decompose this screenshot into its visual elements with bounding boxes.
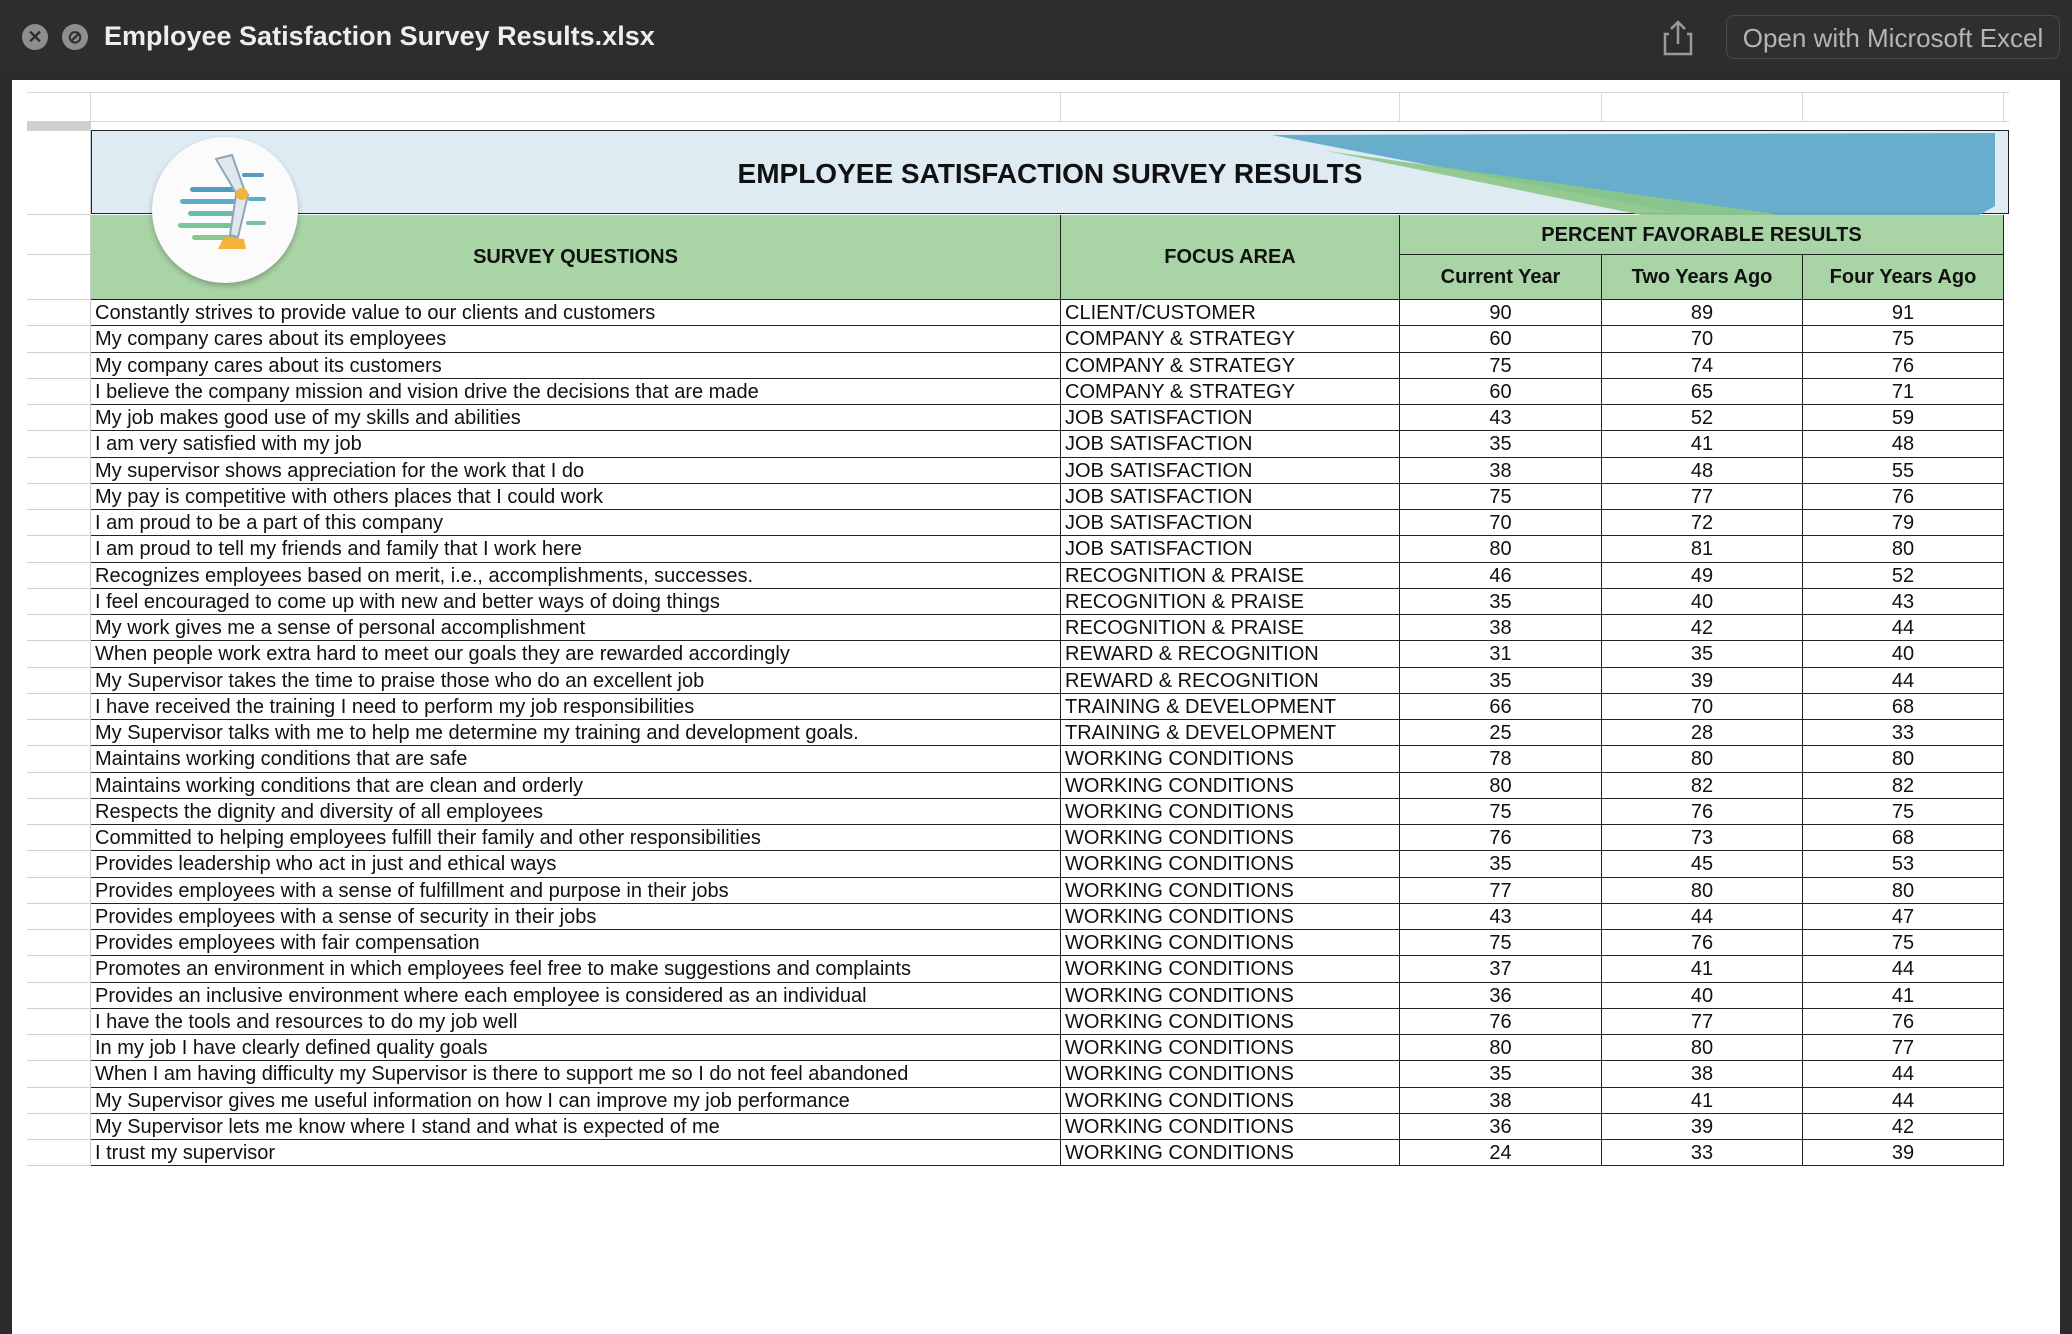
focus-area-cell[interactable]: REWARD & RECOGNITION	[1061, 641, 1400, 667]
survey-question-cell[interactable]: I have the tools and resources to do my job well	[91, 1009, 1061, 1035]
current-year-cell[interactable]: 38	[1400, 458, 1602, 484]
header-four-years-ago: Four Years Ago	[1803, 255, 2004, 300]
survey-question-cell[interactable]: My Supervisor lets me know where I stand and what is expected of me	[91, 1114, 1061, 1140]
two-years-ago-cell[interactable]: 77	[1602, 1009, 1803, 1035]
focus-area-cell[interactable]: JOB SATISFACTION	[1061, 458, 1400, 484]
survey-question-cell[interactable]: I believe the company mission and vision drive the decisions that are made	[91, 379, 1061, 405]
row-header	[27, 536, 91, 562]
two-years-ago-cell[interactable]: 72	[1602, 510, 1803, 536]
focus-area-cell[interactable]: WORKING CONDITIONS	[1061, 1088, 1400, 1114]
two-years-ago-cell[interactable]: 41	[1602, 1088, 1803, 1114]
two-years-ago-cell[interactable]: 80	[1602, 1035, 1803, 1061]
survey-question-cell[interactable]: When I am having difficulty my Supervisor is there to support me so I do not feel abandoned	[91, 1061, 1061, 1087]
row-header	[27, 1088, 91, 1114]
focus-area-cell[interactable]: JOB SATISFACTION	[1061, 405, 1400, 431]
row-header	[27, 1035, 91, 1061]
four-years-ago-cell[interactable]: 55	[1803, 458, 2004, 484]
focus-area-cell[interactable]: JOB SATISFACTION	[1061, 484, 1400, 510]
current-year-cell[interactable]: 38	[1400, 615, 1602, 641]
survey-question-cell[interactable]: I have received the training I need to perform my job responsibilities	[91, 694, 1061, 720]
current-year-cell[interactable]: 43	[1400, 405, 1602, 431]
row-header	[27, 353, 91, 379]
row-header	[27, 1009, 91, 1035]
survey-question-cell[interactable]: In my job I have clearly defined quality goals	[91, 1035, 1061, 1061]
four-years-ago-cell[interactable]: 76	[1803, 353, 2004, 379]
two-years-ago-cell[interactable]: 44	[1602, 904, 1803, 930]
survey-question-cell[interactable]: I trust my supervisor	[91, 1140, 1061, 1166]
four-years-ago-cell[interactable]: 75	[1803, 326, 2004, 352]
two-years-ago-cell[interactable]: 40	[1602, 589, 1803, 615]
four-years-ago-cell[interactable]: 71	[1803, 379, 2004, 405]
focus-area-cell[interactable]: CLIENT/CUSTOMER	[1061, 300, 1400, 326]
survey-question-cell[interactable]: I am proud to tell my friends and family that I work here	[91, 536, 1061, 562]
close-icon[interactable]: ✕	[22, 24, 48, 50]
survey-question-cell[interactable]: My pay is competitive with others places that I could work	[91, 484, 1061, 510]
two-years-ago-cell[interactable]: 39	[1602, 1114, 1803, 1140]
four-years-ago-cell[interactable]: 53	[1803, 851, 2004, 877]
current-year-cell[interactable]: 46	[1400, 563, 1602, 589]
two-years-ago-cell[interactable]: 89	[1602, 300, 1803, 326]
survey-question-cell[interactable]: Provides leadership who act in just and ethical ways	[91, 851, 1061, 877]
row-header	[27, 431, 91, 457]
two-years-ago-cell[interactable]: 80	[1602, 878, 1803, 904]
current-year-cell[interactable]: 60	[1400, 379, 1602, 405]
survey-question-cell[interactable]: My Supervisor takes the time to praise those who do an excellent job	[91, 668, 1061, 694]
survey-question-cell[interactable]: When people work extra hard to meet our goals they are rewarded accordingly	[91, 641, 1061, 667]
survey-question-cell[interactable]: I feel encouraged to come up with new and better ways of doing things	[91, 589, 1061, 615]
focus-area-cell[interactable]: WORKING CONDITIONS	[1061, 825, 1400, 851]
focus-area-cell[interactable]: WORKING CONDITIONS	[1061, 799, 1400, 825]
row-header	[27, 773, 91, 799]
four-years-ago-cell[interactable]: 43	[1803, 589, 2004, 615]
two-years-ago-cell[interactable]: 40	[1602, 983, 1803, 1009]
focus-area-cell[interactable]: WORKING CONDITIONS	[1061, 1009, 1400, 1035]
row-header	[27, 668, 91, 694]
current-year-cell[interactable]: 31	[1400, 641, 1602, 667]
row-header	[27, 484, 91, 510]
focus-area-cell[interactable]: RECOGNITION & PRAISE	[1061, 589, 1400, 615]
survey-question-cell[interactable]: Respects the dignity and diversity of all employees	[91, 799, 1061, 825]
four-years-ago-cell[interactable]: 52	[1803, 563, 2004, 589]
survey-question-cell[interactable]: I am very satisfied with my job	[91, 431, 1061, 457]
two-years-ago-cell[interactable]: 76	[1602, 799, 1803, 825]
current-year-cell[interactable]: 80	[1400, 1035, 1602, 1061]
two-years-ago-cell[interactable]: 82	[1602, 773, 1803, 799]
focus-area-cell[interactable]: TRAINING & DEVELOPMENT	[1061, 720, 1400, 746]
four-years-ago-cell[interactable]: 41	[1803, 983, 2004, 1009]
focus-area-cell[interactable]: WORKING CONDITIONS	[1061, 1140, 1400, 1166]
two-years-ago-cell[interactable]: 70	[1602, 694, 1803, 720]
row-header	[27, 694, 91, 720]
four-years-ago-cell[interactable]: 59	[1803, 405, 2004, 431]
header-current-year: Current Year	[1400, 255, 1602, 300]
current-year-cell[interactable]: 25	[1400, 720, 1602, 746]
share-icon[interactable]	[1660, 18, 1696, 58]
current-year-cell[interactable]: 76	[1400, 1009, 1602, 1035]
survey-question-cell[interactable]: My work gives me a sense of personal accomplishment	[91, 615, 1061, 641]
row-header	[27, 1140, 91, 1166]
focus-area-cell[interactable]: WORKING CONDITIONS	[1061, 851, 1400, 877]
row-header	[27, 956, 91, 982]
four-years-ago-cell[interactable]: 80	[1803, 878, 2004, 904]
survey-question-cell[interactable]: Committed to helping employees fulfill their family and other responsibilities	[91, 825, 1061, 851]
two-years-ago-cell[interactable]: 49	[1602, 563, 1803, 589]
current-year-cell[interactable]: 35	[1400, 589, 1602, 615]
two-years-ago-cell[interactable]: 48	[1602, 458, 1803, 484]
survey-question-cell[interactable]: My company cares about its customers	[91, 353, 1061, 379]
row-header	[27, 1061, 91, 1087]
four-years-ago-cell[interactable]: 68	[1803, 694, 2004, 720]
focus-area-cell[interactable]: COMPANY & STRATEGY	[1061, 353, 1400, 379]
two-years-ago-cell[interactable]: 28	[1602, 720, 1803, 746]
four-years-ago-cell[interactable]: 75	[1803, 799, 2004, 825]
row-header	[27, 641, 91, 667]
row-header	[27, 615, 91, 641]
current-year-cell[interactable]: 35	[1400, 1061, 1602, 1087]
four-years-ago-cell[interactable]: 48	[1803, 431, 2004, 457]
row-header	[27, 326, 91, 352]
two-years-ago-cell[interactable]: 80	[1602, 746, 1803, 772]
survey-question-cell[interactable]: My Supervisor talks with me to help me determine my training and development goals.	[91, 720, 1061, 746]
header-two-years-ago: Two Years Ago	[1602, 255, 1803, 300]
sheet-title: EMPLOYEE SATISFACTION SURVEY RESULTS	[737, 158, 1363, 189]
row-header	[27, 983, 91, 1009]
two-years-ago-cell[interactable]: 45	[1602, 851, 1803, 877]
four-years-ago-cell[interactable]: 79	[1803, 510, 2004, 536]
row-header	[27, 510, 91, 536]
survey-question-cell[interactable]: Provides an inclusive environment where each employee is considered as an individual	[91, 983, 1061, 1009]
current-year-cell[interactable]: 35	[1400, 851, 1602, 877]
row-header	[27, 720, 91, 746]
focus-area-cell[interactable]: WORKING CONDITIONS	[1061, 1035, 1400, 1061]
row-header	[27, 825, 91, 851]
four-years-ago-cell[interactable]: 42	[1803, 1114, 2004, 1140]
four-years-ago-cell[interactable]: 44	[1803, 615, 2004, 641]
two-years-ago-cell[interactable]: 42	[1602, 615, 1803, 641]
current-year-cell[interactable]: 36	[1400, 1114, 1602, 1140]
survey-question-cell[interactable]: My job makes good use of my skills and abilities	[91, 405, 1061, 431]
two-years-ago-cell[interactable]: 41	[1602, 956, 1803, 982]
four-years-ago-cell[interactable]: 80	[1803, 746, 2004, 772]
two-years-ago-cell[interactable]: 41	[1602, 431, 1803, 457]
four-years-ago-cell[interactable]: 91	[1803, 300, 2004, 326]
header-focus-area: FOCUS AREA	[1061, 215, 1400, 300]
two-years-ago-cell[interactable]: 76	[1602, 930, 1803, 956]
focus-area-cell[interactable]: COMPANY & STRATEGY	[1061, 379, 1400, 405]
four-years-ago-cell[interactable]: 44	[1803, 1088, 2004, 1114]
current-year-cell[interactable]: 75	[1400, 799, 1602, 825]
current-year-cell[interactable]: 60	[1400, 326, 1602, 352]
two-years-ago-cell[interactable]: 65	[1602, 379, 1803, 405]
survey-question-cell[interactable]: My supervisor shows appreciation for the work that I do	[91, 458, 1061, 484]
header-percent-favorable: PERCENT FAVORABLE RESULTS	[1400, 215, 2004, 255]
row-header	[27, 904, 91, 930]
current-year-cell[interactable]: 70	[1400, 510, 1602, 536]
focus-area-cell[interactable]: RECOGNITION & PRAISE	[1061, 615, 1400, 641]
survey-question-cell[interactable]: Provides employees with a sense of fulfillment and purpose in their jobs	[91, 878, 1061, 904]
row-header	[27, 799, 91, 825]
column-header-strip	[27, 92, 2009, 122]
spreadsheet-preview	[12, 80, 2060, 1334]
survey-question-cell[interactable]: My company cares about its employees	[91, 326, 1061, 352]
current-year-cell[interactable]: 75	[1400, 930, 1602, 956]
row-header	[27, 930, 91, 956]
current-year-cell[interactable]: 36	[1400, 983, 1602, 1009]
focus-area-cell[interactable]: WORKING CONDITIONS	[1061, 904, 1400, 930]
focus-area-cell[interactable]: WORKING CONDITIONS	[1061, 746, 1400, 772]
two-years-ago-cell[interactable]: 38	[1602, 1061, 1803, 1087]
current-year-cell[interactable]: 75	[1400, 484, 1602, 510]
row-header	[27, 878, 91, 904]
row-header	[27, 851, 91, 877]
focus-area-cell[interactable]: WORKING CONDITIONS	[1061, 956, 1400, 982]
current-year-cell[interactable]: 37	[1400, 956, 1602, 982]
row-header	[27, 589, 91, 615]
row-header	[27, 300, 91, 326]
current-year-cell[interactable]: 24	[1400, 1140, 1602, 1166]
focus-area-cell[interactable]: RECOGNITION & PRAISE	[1061, 563, 1400, 589]
four-years-ago-cell[interactable]: 68	[1803, 825, 2004, 851]
focus-area-cell[interactable]: JOB SATISFACTION	[1061, 510, 1400, 536]
focus-area-cell[interactable]: WORKING CONDITIONS	[1061, 1114, 1400, 1140]
focus-area-cell[interactable]: COMPANY & STRATEGY	[1061, 326, 1400, 352]
focus-area-cell[interactable]: WORKING CONDITIONS	[1061, 773, 1400, 799]
window-title: Employee Satisfaction Survey Results.xlsx	[104, 21, 655, 51]
four-years-ago-cell[interactable]: 75	[1803, 930, 2004, 956]
markup-icon[interactable]: ⊘	[62, 24, 88, 50]
row-header	[27, 405, 91, 431]
current-year-cell[interactable]: 77	[1400, 878, 1602, 904]
two-years-ago-cell[interactable]: 39	[1602, 668, 1803, 694]
survey-question-cell[interactable]: Provides employees with a sense of security in their jobs	[91, 904, 1061, 930]
four-years-ago-cell[interactable]: 44	[1803, 1061, 2004, 1087]
company-logo	[152, 137, 298, 283]
four-years-ago-cell[interactable]: 82	[1803, 773, 2004, 799]
row-header	[27, 458, 91, 484]
four-years-ago-cell[interactable]: 33	[1803, 720, 2004, 746]
focus-area-cell[interactable]: WORKING CONDITIONS	[1061, 878, 1400, 904]
row-header	[27, 379, 91, 405]
two-years-ago-cell[interactable]: 74	[1602, 353, 1803, 379]
header-survey-questions: SURVEY QUESTIONS	[91, 215, 1061, 300]
survey-question-cell[interactable]: Recognizes employees based on merit, i.e., accomplishments, successes.	[91, 563, 1061, 589]
focus-area-cell[interactable]: JOB SATISFACTION	[1061, 536, 1400, 562]
focus-area-cell[interactable]: WORKING CONDITIONS	[1061, 983, 1400, 1009]
four-years-ago-cell[interactable]: 77	[1803, 1035, 2004, 1061]
current-year-cell[interactable]: 43	[1400, 904, 1602, 930]
four-years-ago-cell[interactable]: 40	[1803, 641, 2004, 667]
focus-area-cell[interactable]: TRAINING & DEVELOPMENT	[1061, 694, 1400, 720]
survey-question-cell[interactable]: Maintains working conditions that are safe	[91, 746, 1061, 772]
four-years-ago-cell[interactable]: 47	[1803, 904, 2004, 930]
four-years-ago-cell[interactable]: 44	[1803, 668, 2004, 694]
title-bar	[0, 0, 2072, 74]
open-with-excel-button[interactable]: Open with Microsoft Excel	[1726, 15, 2060, 59]
two-years-ago-cell[interactable]: 33	[1602, 1140, 1803, 1166]
two-years-ago-cell[interactable]: 35	[1602, 641, 1803, 667]
two-years-ago-cell[interactable]: 70	[1602, 326, 1803, 352]
row-header	[27, 746, 91, 772]
survey-question-cell[interactable]: I am proud to be a part of this company	[91, 510, 1061, 536]
two-years-ago-cell[interactable]: 81	[1602, 536, 1803, 562]
survey-question-cell[interactable]: Provides employees with fair compensation	[91, 930, 1061, 956]
survey-question-cell[interactable]: My Supervisor gives me useful information on how I can improve my job performance	[91, 1088, 1061, 1114]
focus-area-cell[interactable]: WORKING CONDITIONS	[1061, 1061, 1400, 1087]
four-years-ago-cell[interactable]: 80	[1803, 536, 2004, 562]
focus-area-cell[interactable]: WORKING CONDITIONS	[1061, 930, 1400, 956]
row-header	[27, 1114, 91, 1140]
current-year-cell[interactable]: 76	[1400, 825, 1602, 851]
four-years-ago-cell[interactable]: 76	[1803, 484, 2004, 510]
row-header	[27, 563, 91, 589]
two-years-ago-cell[interactable]: 73	[1602, 825, 1803, 851]
current-year-cell[interactable]: 35	[1400, 668, 1602, 694]
data-grid	[27, 123, 2009, 1165]
focus-area-cell[interactable]: REWARD & RECOGNITION	[1061, 668, 1400, 694]
current-year-cell[interactable]: 66	[1400, 694, 1602, 720]
current-year-cell[interactable]: 80	[1400, 536, 1602, 562]
current-year-cell[interactable]: 90	[1400, 300, 1602, 326]
current-year-cell[interactable]: 80	[1400, 773, 1602, 799]
current-year-cell[interactable]: 38	[1400, 1088, 1602, 1114]
survey-question-cell[interactable]: Promotes an environment in which employees feel free to make suggestions and complaints	[91, 956, 1061, 982]
four-years-ago-cell[interactable]: 44	[1803, 956, 2004, 982]
current-year-cell[interactable]: 35	[1400, 431, 1602, 457]
two-years-ago-cell[interactable]: 77	[1602, 484, 1803, 510]
survey-question-cell[interactable]: Constantly strives to provide value to our clients and customers	[91, 300, 1061, 326]
focus-area-cell[interactable]: JOB SATISFACTION	[1061, 431, 1400, 457]
two-years-ago-cell[interactable]: 52	[1602, 405, 1803, 431]
four-years-ago-cell[interactable]: 76	[1803, 1009, 2004, 1035]
survey-question-cell[interactable]: Maintains working conditions that are clean and orderly	[91, 773, 1061, 799]
current-year-cell[interactable]: 78	[1400, 746, 1602, 772]
four-years-ago-cell[interactable]: 39	[1803, 1140, 2004, 1166]
current-year-cell[interactable]: 75	[1400, 353, 1602, 379]
